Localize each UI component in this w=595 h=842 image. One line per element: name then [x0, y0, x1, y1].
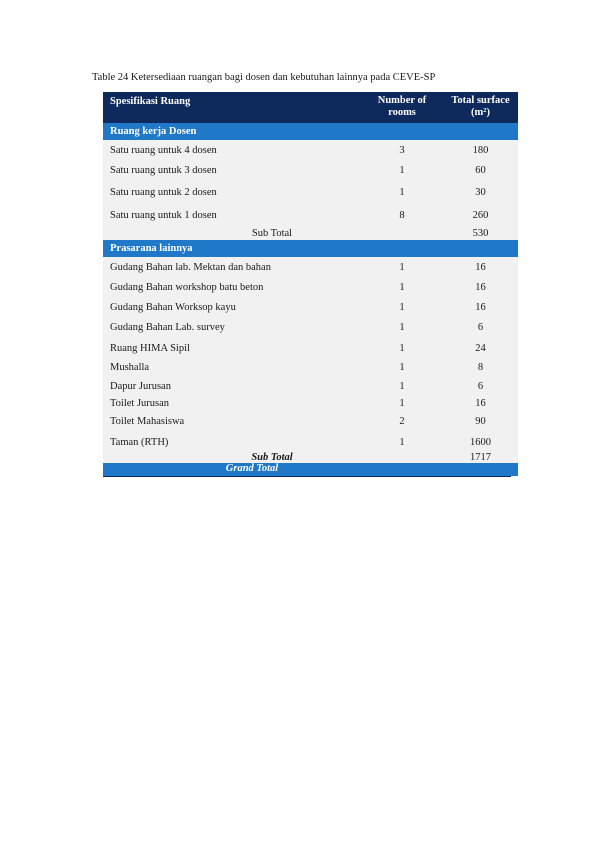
section-title-label: Prasarana lainnya [110, 243, 193, 254]
section-title-dosen [103, 123, 518, 140]
row-surface: 6 [477, 380, 484, 392]
row-rooms: 1 [399, 380, 405, 392]
grand-total-label: Grand Total [225, 463, 279, 474]
row-name: Satu ruang untuk 3 dosen [110, 165, 217, 176]
row-name: Satu ruang untuk 1 dosen [110, 209, 217, 221]
table-caption: Table 24 Ketersediaan ruangan bagi dosen dan kebutuhan lainnya pada CEVE-SP [92, 72, 436, 83]
header-rooms-line2: rooms [388, 107, 416, 118]
header-rooms [361, 92, 443, 119]
table-row [103, 358, 518, 377]
row-rooms: 1 [399, 342, 405, 354]
header-surface-line1: Total surface [451, 95, 510, 106]
row-name: Taman (RTH) [110, 436, 169, 448]
subtotal-value: 1717 [470, 452, 491, 463]
subtotal-row [103, 226, 518, 240]
subtotal-label: Sub Total [251, 452, 293, 463]
header-surface [443, 92, 518, 119]
subtotal-value: 530 [472, 227, 489, 239]
subtotal-label: Sub Total [251, 227, 293, 239]
row-name: Gudang Bahan Worksop kayu [110, 301, 236, 313]
row-surface: 16 [475, 281, 486, 293]
row-surface: 180 [472, 144, 489, 156]
row-surface: 24 [475, 342, 486, 354]
row-surface: 16 [475, 397, 486, 409]
row-surface: 16 [475, 261, 486, 273]
section-title-label: Ruang kerja Dosen [110, 126, 197, 137]
row-name: Dapur Jurusan [110, 380, 171, 392]
row-name: Gudang Bahan lab. Mektan dan bahan [110, 261, 271, 273]
row-surface: 8 [477, 362, 484, 373]
table-row [103, 317, 518, 338]
section-title-prasarana [103, 240, 518, 257]
table-row [103, 204, 518, 226]
table-row [103, 395, 518, 411]
table-row [103, 140, 518, 160]
row-surface: 30 [475, 187, 486, 198]
header-surface-line2: (m²) [471, 107, 490, 118]
table-row [103, 277, 518, 297]
row-surface: 6 [477, 322, 484, 333]
table-row [103, 181, 518, 204]
table-header [103, 92, 518, 123]
table-row [103, 297, 518, 317]
table-row [103, 411, 518, 432]
table-row [103, 377, 518, 395]
row-rooms: 2 [399, 416, 405, 427]
row-name: Gudang Bahan Lab. survey [110, 322, 225, 333]
row-surface: 16 [475, 301, 486, 313]
table-row [103, 338, 518, 358]
row-rooms: 8 [399, 209, 405, 221]
row-rooms: 1 [399, 362, 405, 373]
row-surface: 1600 [470, 436, 491, 448]
table-row [103, 257, 518, 277]
header-rooms-line1: Number of [377, 95, 427, 106]
row-rooms: 1 [399, 301, 405, 313]
table-row [103, 432, 518, 452]
table-row [103, 160, 518, 181]
row-rooms: 1 [399, 436, 405, 448]
table-bottom-border [103, 476, 511, 477]
row-surface: 60 [475, 165, 486, 176]
row-rooms: 1 [399, 397, 405, 409]
row-rooms: 3 [399, 144, 405, 156]
row-surface: 90 [475, 416, 486, 427]
row-name: Satu ruang untuk 4 dosen [110, 144, 217, 156]
row-name: Mushalla [110, 362, 150, 373]
header-spec: Spesifikasi Ruang [110, 96, 191, 107]
row-rooms: 1 [399, 165, 405, 176]
grand-total-row [103, 463, 518, 476]
row-surface: 260 [472, 209, 489, 221]
row-rooms: 1 [399, 322, 405, 333]
row-name: Toilet Mahasiswa [110, 416, 185, 427]
row-rooms: 1 [399, 281, 405, 293]
row-name: Satu ruang untuk 2 dosen [110, 187, 217, 198]
row-rooms: 1 [399, 187, 405, 198]
subtotal-row [103, 452, 518, 463]
row-name: Toilet Jurusan [110, 397, 170, 409]
room-table [103, 92, 518, 477]
row-name: Gudang Bahan workshop batu beton [110, 281, 264, 293]
row-rooms: 1 [399, 261, 405, 273]
row-name: Ruang HIMA Sipil [110, 342, 190, 354]
